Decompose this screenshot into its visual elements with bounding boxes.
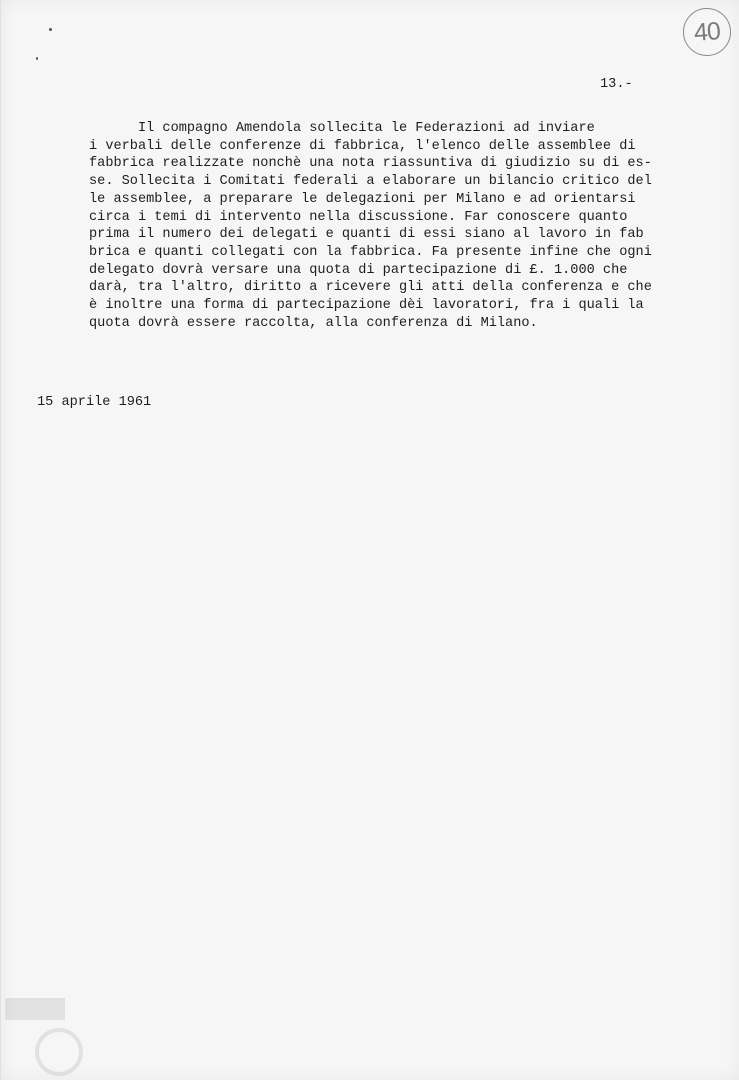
paper-speck bbox=[49, 28, 52, 31]
body-line: le assemblee, a preparare le delegazioni per Milano e ad orientarsi bbox=[89, 191, 636, 207]
archive-stamp bbox=[681, 6, 732, 57]
document-date: 15 aprile 1961 bbox=[37, 395, 152, 410]
archive-stamp-number: 40 bbox=[693, 16, 721, 47]
paper-speck bbox=[36, 57, 38, 60]
body-line: prima il numero dei delegati e quanti di essi siano al lavoro in fab bbox=[89, 227, 644, 243]
body-line: fabbrica realizzate nonchè una nota riassuntiva di giudizio su di es- bbox=[89, 156, 652, 172]
page-number: 13.- bbox=[600, 77, 633, 92]
body-line: circa i temi di intervento nella discussione. Far conoscere quanto bbox=[89, 209, 628, 225]
body-line: se. Sollecita i Comitati federali a elaborare un bilancio critico del bbox=[89, 174, 652, 190]
body-line: Il compagno Amendola sollecita le Federazioni ad inviare bbox=[89, 121, 595, 136]
body-line: darà, tra l'altro, diritto a ricevere gli atti della conferenza e che bbox=[89, 280, 652, 296]
archive-watermark-graphic bbox=[1, 990, 96, 1080]
body-line: è inoltre una forma di partecipazione dèi lavoratori, fra i quali la bbox=[89, 298, 644, 314]
body-line: brica e quanti collegati con la fabbrica. Fa presente infine che ogni bbox=[89, 244, 652, 260]
body-paragraph bbox=[89, 120, 709, 332]
body-line: quota dovrà essere raccolta, alla conferenza di Milano. bbox=[89, 315, 538, 331]
body-line: delegato dovrà versare una quota di partecipazione di £. 1.000 che bbox=[89, 262, 628, 278]
body-line: i verbali delle conferenze di fabbrica, l'elenco delle assemblee di bbox=[89, 138, 636, 154]
